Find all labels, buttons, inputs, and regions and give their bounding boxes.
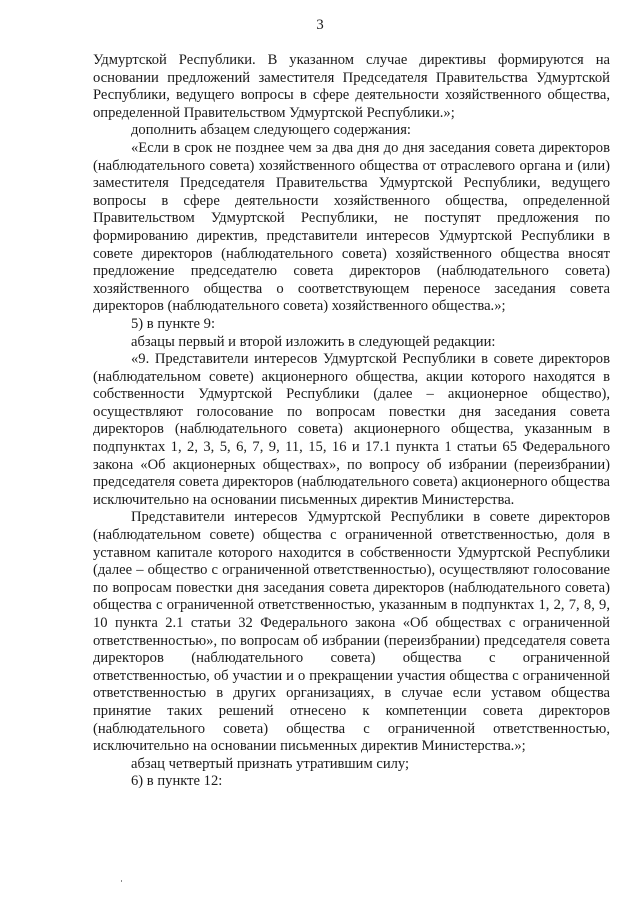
- paragraph-point-6: 6) в пункте 12:: [131, 773, 223, 790]
- paragraph-llc-representatives: Представители интересов Удмуртской Республики в совете директоров (наблюдательном совете) общества с ограниченной ответственностью, доля в уставном капитале которого находится в собственности Удмуртской Республики (далее – общество с ограниченной ответственностью), осуществляют голосование по вопросам повестки дня заседания совета директоров (наблюдательного совета) общества с ограниченной ответственностью, указанным в подпунктах 1, 2, 7, 8, 9, 10 пункта 2.1 статьи 32 Федерального закона «Об обществах с ограниченной ответственностью», по вопросам об избрании (переизбрании) председателя совета директоров (наблюдательного совета) общества с ограниченной ответственностью, об участии и о прекращении участия общества с ограниченной ответственностью в других организациях, в случае если уставом общества принятие таких решений отнесено к компетенции совета директоров (наблюдательного совета) общества с ограниченной ответственностью, исключительно на основании письменных директив Министерства.»;: [93, 509, 610, 755]
- paragraph-continuation: Удмуртской Республики. В указанном случае директивы формируются на основании предложений заместителя Председателя Правительства Удмуртской Республики, ведущего вопросы в сфере деятельности хозяйственного общества, определенной Правительством Удмуртской Республики.»;: [93, 52, 610, 121]
- paragraph-repeal-fourth: абзац четвертый признать утратившим силу;: [131, 755, 410, 772]
- document-body: [93, 52, 610, 791]
- scan-speck: [121, 880, 122, 882]
- paragraph-item-9: «9. Представители интересов Удмуртской Республики в совете директоров (наблюдательном совете) акционерного общества, акции которого находятся в собственности Удмуртской Республики (далее – акционерное общество), осуществляют голосование по вопросам повестки дня заседания совета директоров (наблюдательного совета) акционерного общества, указанным в подпунктах 1, 2, 3, 5, 6, 7, 9, 11, 15, 16 и 17.1 пункта 1 статьи 65 Федерального закона «Об акционерных обществах», по вопросу об избрании (переизбрании) председателя совета директоров (наблюдательного совета) акционерного общества исключительно на основании письменных директив Министерства.: [93, 351, 610, 508]
- paragraph-instruction-add: дополнить абзацем следующего содержания:: [131, 122, 411, 139]
- page-number: 3: [316, 17, 324, 33]
- paragraph-new-text: «Если в срок не позднее чем за два дня до дня заседания совета директоров (наблюдательного совета) хозяйственного общества от отраслевого органа и (или) заместителя Председателя Правительства Удмуртской Республики, ведущего вопросы в сфере деятельности хозяйственного общества, определенной Правительством Удмуртской Республики, не поступят предложения по формированию директив, представители интересов Удмуртской Республики в совете директоров (наблюдательного совета) хозяйственного общества вносят предложение председателю совета директоров (наблюдательного совета) хозяйственного общества о соответствующем переносе заседания совета директоров (наблюдательного совета) хозяйственного общества.»;: [93, 139, 610, 315]
- paragraph-point-5: 5) в пункте 9:: [131, 315, 216, 332]
- paragraph-instruction-restate: абзацы первый и второй изложить в следующей редакции:: [131, 333, 496, 350]
